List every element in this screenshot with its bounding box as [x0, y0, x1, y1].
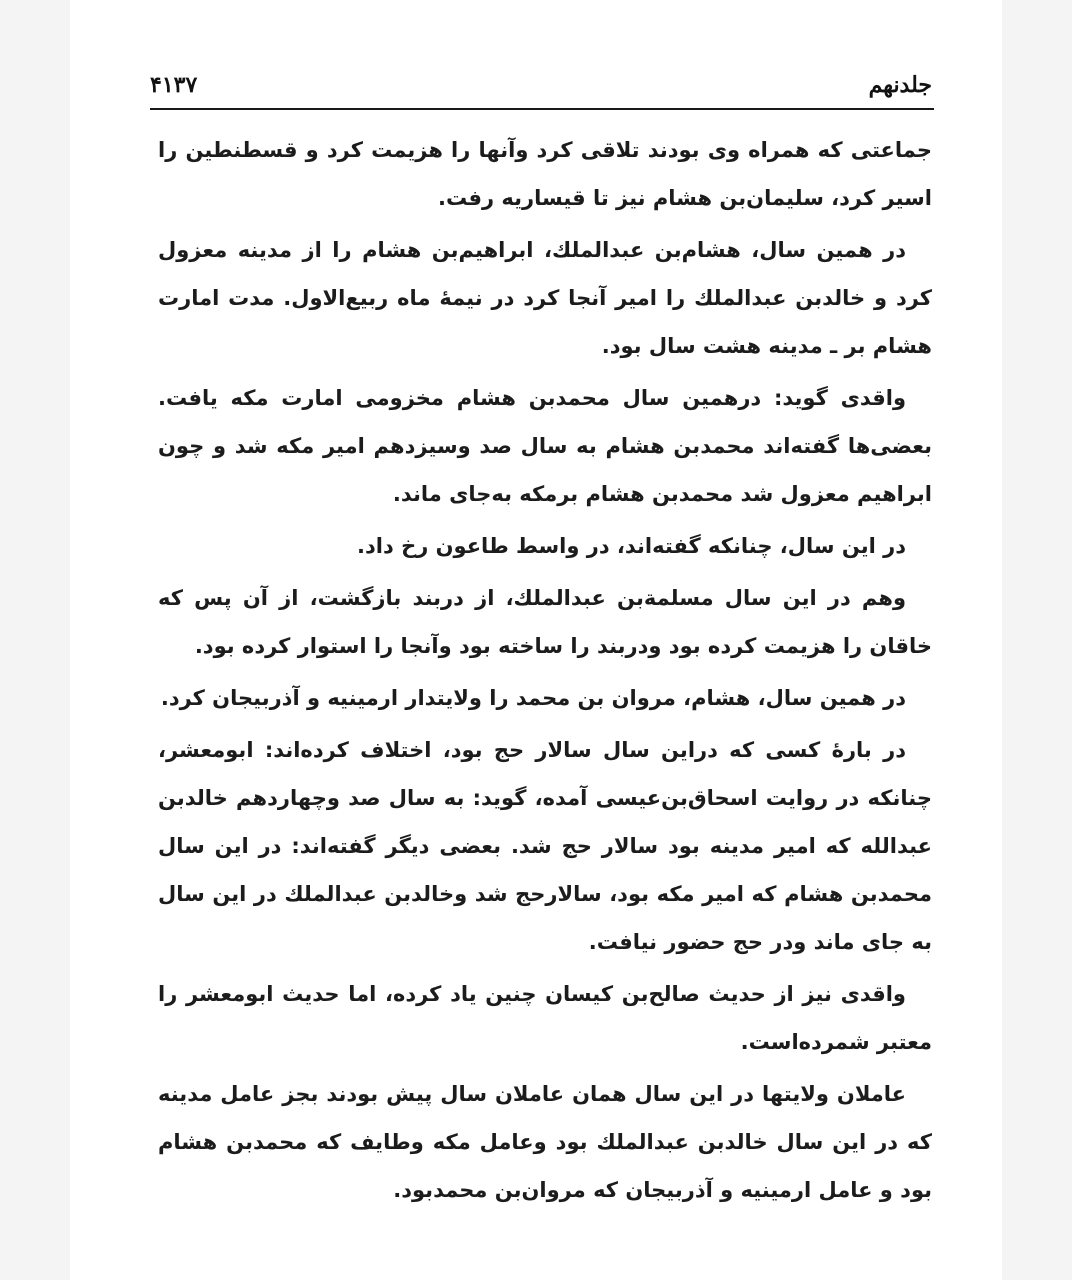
page-number: ۴۱۳۷ [150, 72, 198, 98]
paragraph: در همین سال، هشام، مروان بن محمد را ولایتدار ارمینیه و آذربیجان کرد. [160, 686, 906, 710]
paragraph: وهم در این سال مسلمة‌بن عبدالملك، از دربند بازگشت، از آن پس که خاقان را هزیمت کرده بود ودربند را ساخته بود وآنجا را استوار کرده بود. [158, 586, 932, 658]
left-margin-background [0, 0, 70, 1280]
paragraph: در بارهٔ کسی که دراین سال سالار حج بود، اختلاف کرده‌اند: ابومعشر، چنانکه در روایت اسحاق‌بن‌عیسی آمده، گوید: به سال صد وچهاردهم خالدبن عبدالله که امیر مدینه بود سالار حج شد. بعضی دیگر گفته‌اند: در این سال محمدبن هشام که امیر مکه بود، سالارحج شد وخالدبن عبدالملك در این سال به جای ماند ودر حج حضور نیافت. [158, 738, 932, 954]
volume-label: جلدنهم [868, 72, 932, 98]
header-rule [150, 108, 934, 110]
paragraph: واقدی گوید: درهمین سال محمدبن هشام مخزومی امارت مکه یافت. بعضی‌ها گفته‌اند محمدبن هشام به سال صد وسیزدهم امیر مکه شد و چون ابراهیم معزول شد محمدبن هشام برمکه به‌جای ماند. [158, 386, 932, 506]
paragraph: واقدی نیز از حدیث صالح‌بن کیسان چنین یاد کرده، اما حدیث ابومعشر را معتبر شمرده‌است. [158, 982, 932, 1054]
paragraph: جماعتی که همراه وی بودند تلاقی کرد وآنها را هزیمت کرد و قسطنطین را اسیر کرد، سلیمان‌بن هشام نیز تا قیساریه رفت. [158, 138, 932, 210]
paragraph: در همین سال، هشام‌بن عبدالملك، ابراهیم‌بن هشام را از مدینه معزول کرد و خالدبن عبدالملك را امیر آنجا کرد در نیمهٔ ماه ربیع‌الاول. مدت امارت هشام بر ـ مدینه هشت سال بود. [158, 238, 932, 358]
paragraph: عاملان ولایتها در این سال همان عاملان سال پیش بودند بجز عامل مدینه که در این سال خالدبن عبدالملك بود وعامل مکه وطایف که محمدبن هشام بود و عامل ارمینیه و آذربیجان که مروان‌بن محمدبود. [158, 1082, 932, 1202]
paragraph: در این سال، چنانکه گفته‌اند، در واسط طاعون رخ داد. [357, 534, 906, 558]
page-header [150, 66, 932, 106]
right-margin-background [1002, 0, 1072, 1280]
page-body [158, 126, 932, 1218]
book-page [70, 0, 1002, 1280]
